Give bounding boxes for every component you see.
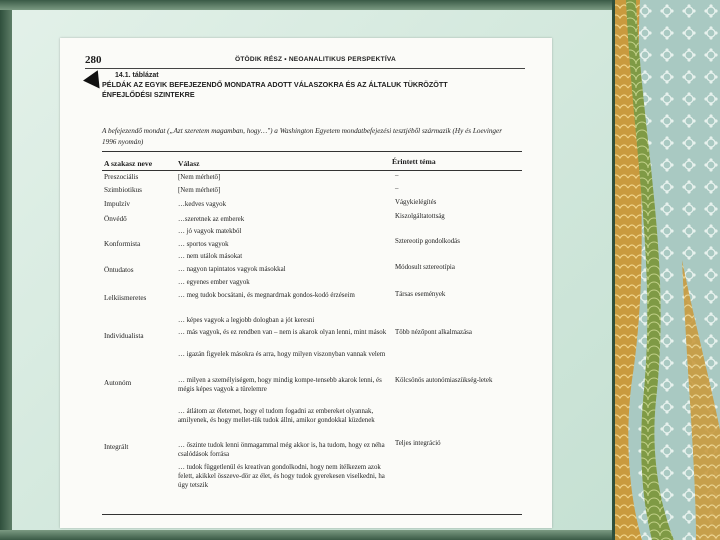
stage-label: Preszociális bbox=[104, 173, 139, 181]
table-top-rule bbox=[102, 151, 522, 152]
table-label: 14.1. táblázat bbox=[115, 72, 159, 79]
header-rule bbox=[85, 68, 525, 69]
theme-text: – bbox=[395, 185, 399, 192]
theme-text: Módosult sztereotípia bbox=[395, 264, 455, 271]
response-text: … meg tudok bocsátani, és megnardrnak gondos-kodó érzéseim bbox=[178, 292, 355, 299]
column-header-response: Válasz bbox=[178, 159, 200, 168]
response-text: … sportos vagyok bbox=[178, 241, 229, 248]
table-title: PÉLDÁK AZ EGYIK BEFEJEZENDŐ MONDATRA ADOTT VÁLASZOKRA ÉS AZ ÁLTALUK TÜKRÖZÖTT ÉNFEJLŐDÉSI SZINTEKRE bbox=[102, 80, 448, 99]
response-text: … nem utálok másokat bbox=[178, 253, 243, 260]
theme-text: Vágykielégítés bbox=[395, 199, 437, 206]
response-text: [Nem mérhető] bbox=[178, 187, 221, 194]
stage-label: Önvédő bbox=[104, 215, 127, 223]
stage-label: Impulzív bbox=[104, 200, 130, 208]
theme-text: Kölcsönös autonómiaszükség-letek bbox=[395, 377, 493, 384]
theme-text: Sztereotip gondolkodás bbox=[395, 238, 460, 245]
response-text: … más vagyok, és ez rendben van – nem is akarok olyan lenni, mint mások bbox=[178, 329, 387, 336]
table-bottom-rule bbox=[102, 514, 522, 515]
stage-label: Öntudatos bbox=[104, 266, 134, 274]
response-text: … tudok függetlenül és kreatívan gondolkodni, hogy nem ítélkezem azok felett, akikkel összeve-dör az élet, és hogy tudok gyerekesen viselkedni, ha úgy tetszik bbox=[178, 464, 385, 490]
theme-text: Társas események bbox=[395, 291, 446, 298]
response-text: … milyen a személyiségem, hogy mindig kompe-tensebb akarok lenni, és mégis képes vagyok a türelemre bbox=[178, 377, 382, 394]
stage-label: Individualista bbox=[104, 332, 144, 340]
decorative-pattern-graphic bbox=[612, 0, 720, 540]
stage-label: Integrált bbox=[104, 443, 129, 451]
stage-label: Szimbiotikus bbox=[104, 186, 142, 194]
response-text: … nagyon tapintatos vagyok másokkal bbox=[178, 266, 286, 273]
stage-label: Autonóm bbox=[104, 379, 132, 387]
theme-text: Kiszolgáltatottság bbox=[395, 213, 445, 220]
running-head: ÖTÖDIK RÉSZ • NEOANALITIKUS PERSPEKTÍVA bbox=[235, 56, 396, 63]
response-text: …szeretnek az emberek bbox=[178, 216, 245, 223]
stage-label: Konformista bbox=[104, 240, 141, 248]
column-header-theme: Érintett téma bbox=[392, 157, 436, 166]
slide-frame-left bbox=[0, 0, 12, 540]
theme-text: Több nézőpont alkalmazása bbox=[395, 329, 472, 336]
response-text: … átlátom az életemet, hogy el tudom fogadni az embereket olyannak, amilyenek, és hogy mellet-tük tudok állni, amikor gondokkal küzdenek bbox=[178, 408, 375, 425]
column-header-stage: A szakasz neve bbox=[104, 159, 153, 168]
slide-frame-top bbox=[0, 0, 620, 10]
response-text: [Nem mérhető] bbox=[178, 174, 221, 181]
response-text: … jó vagyok matekból bbox=[178, 228, 242, 235]
response-text: … őszinte tudok lenni önmagammal még akkor is, ha tudom, hogy ez néha csalódások forrása bbox=[178, 442, 385, 459]
response-text: … igazán figyelek másokra és arra, hogy milyen viszonyban vannak velem bbox=[178, 351, 386, 358]
response-text: … egyenes ember vagyok bbox=[178, 279, 250, 286]
theme-text: – bbox=[395, 172, 399, 179]
page-number: 280 bbox=[85, 54, 102, 66]
table-caption: A befejezendő mondat („Azt szeretem magamban, hogy…") a Washington Egyetem mondatbefejezési tesztjéből származik (Hy és Loevinger 1996 nyomán) bbox=[102, 127, 502, 146]
stage-label: Lelkiismeretes bbox=[104, 294, 147, 302]
response-text: …kedves vagyok bbox=[178, 201, 227, 208]
theme-text: Teljes integráció bbox=[395, 440, 441, 447]
slide-frame-bottom bbox=[0, 530, 620, 540]
response-text: … képes vagyok a legjobb dologban a jót keresni bbox=[178, 317, 315, 324]
decorative-side-panel bbox=[612, 0, 720, 540]
scanned-document-page bbox=[60, 38, 552, 528]
